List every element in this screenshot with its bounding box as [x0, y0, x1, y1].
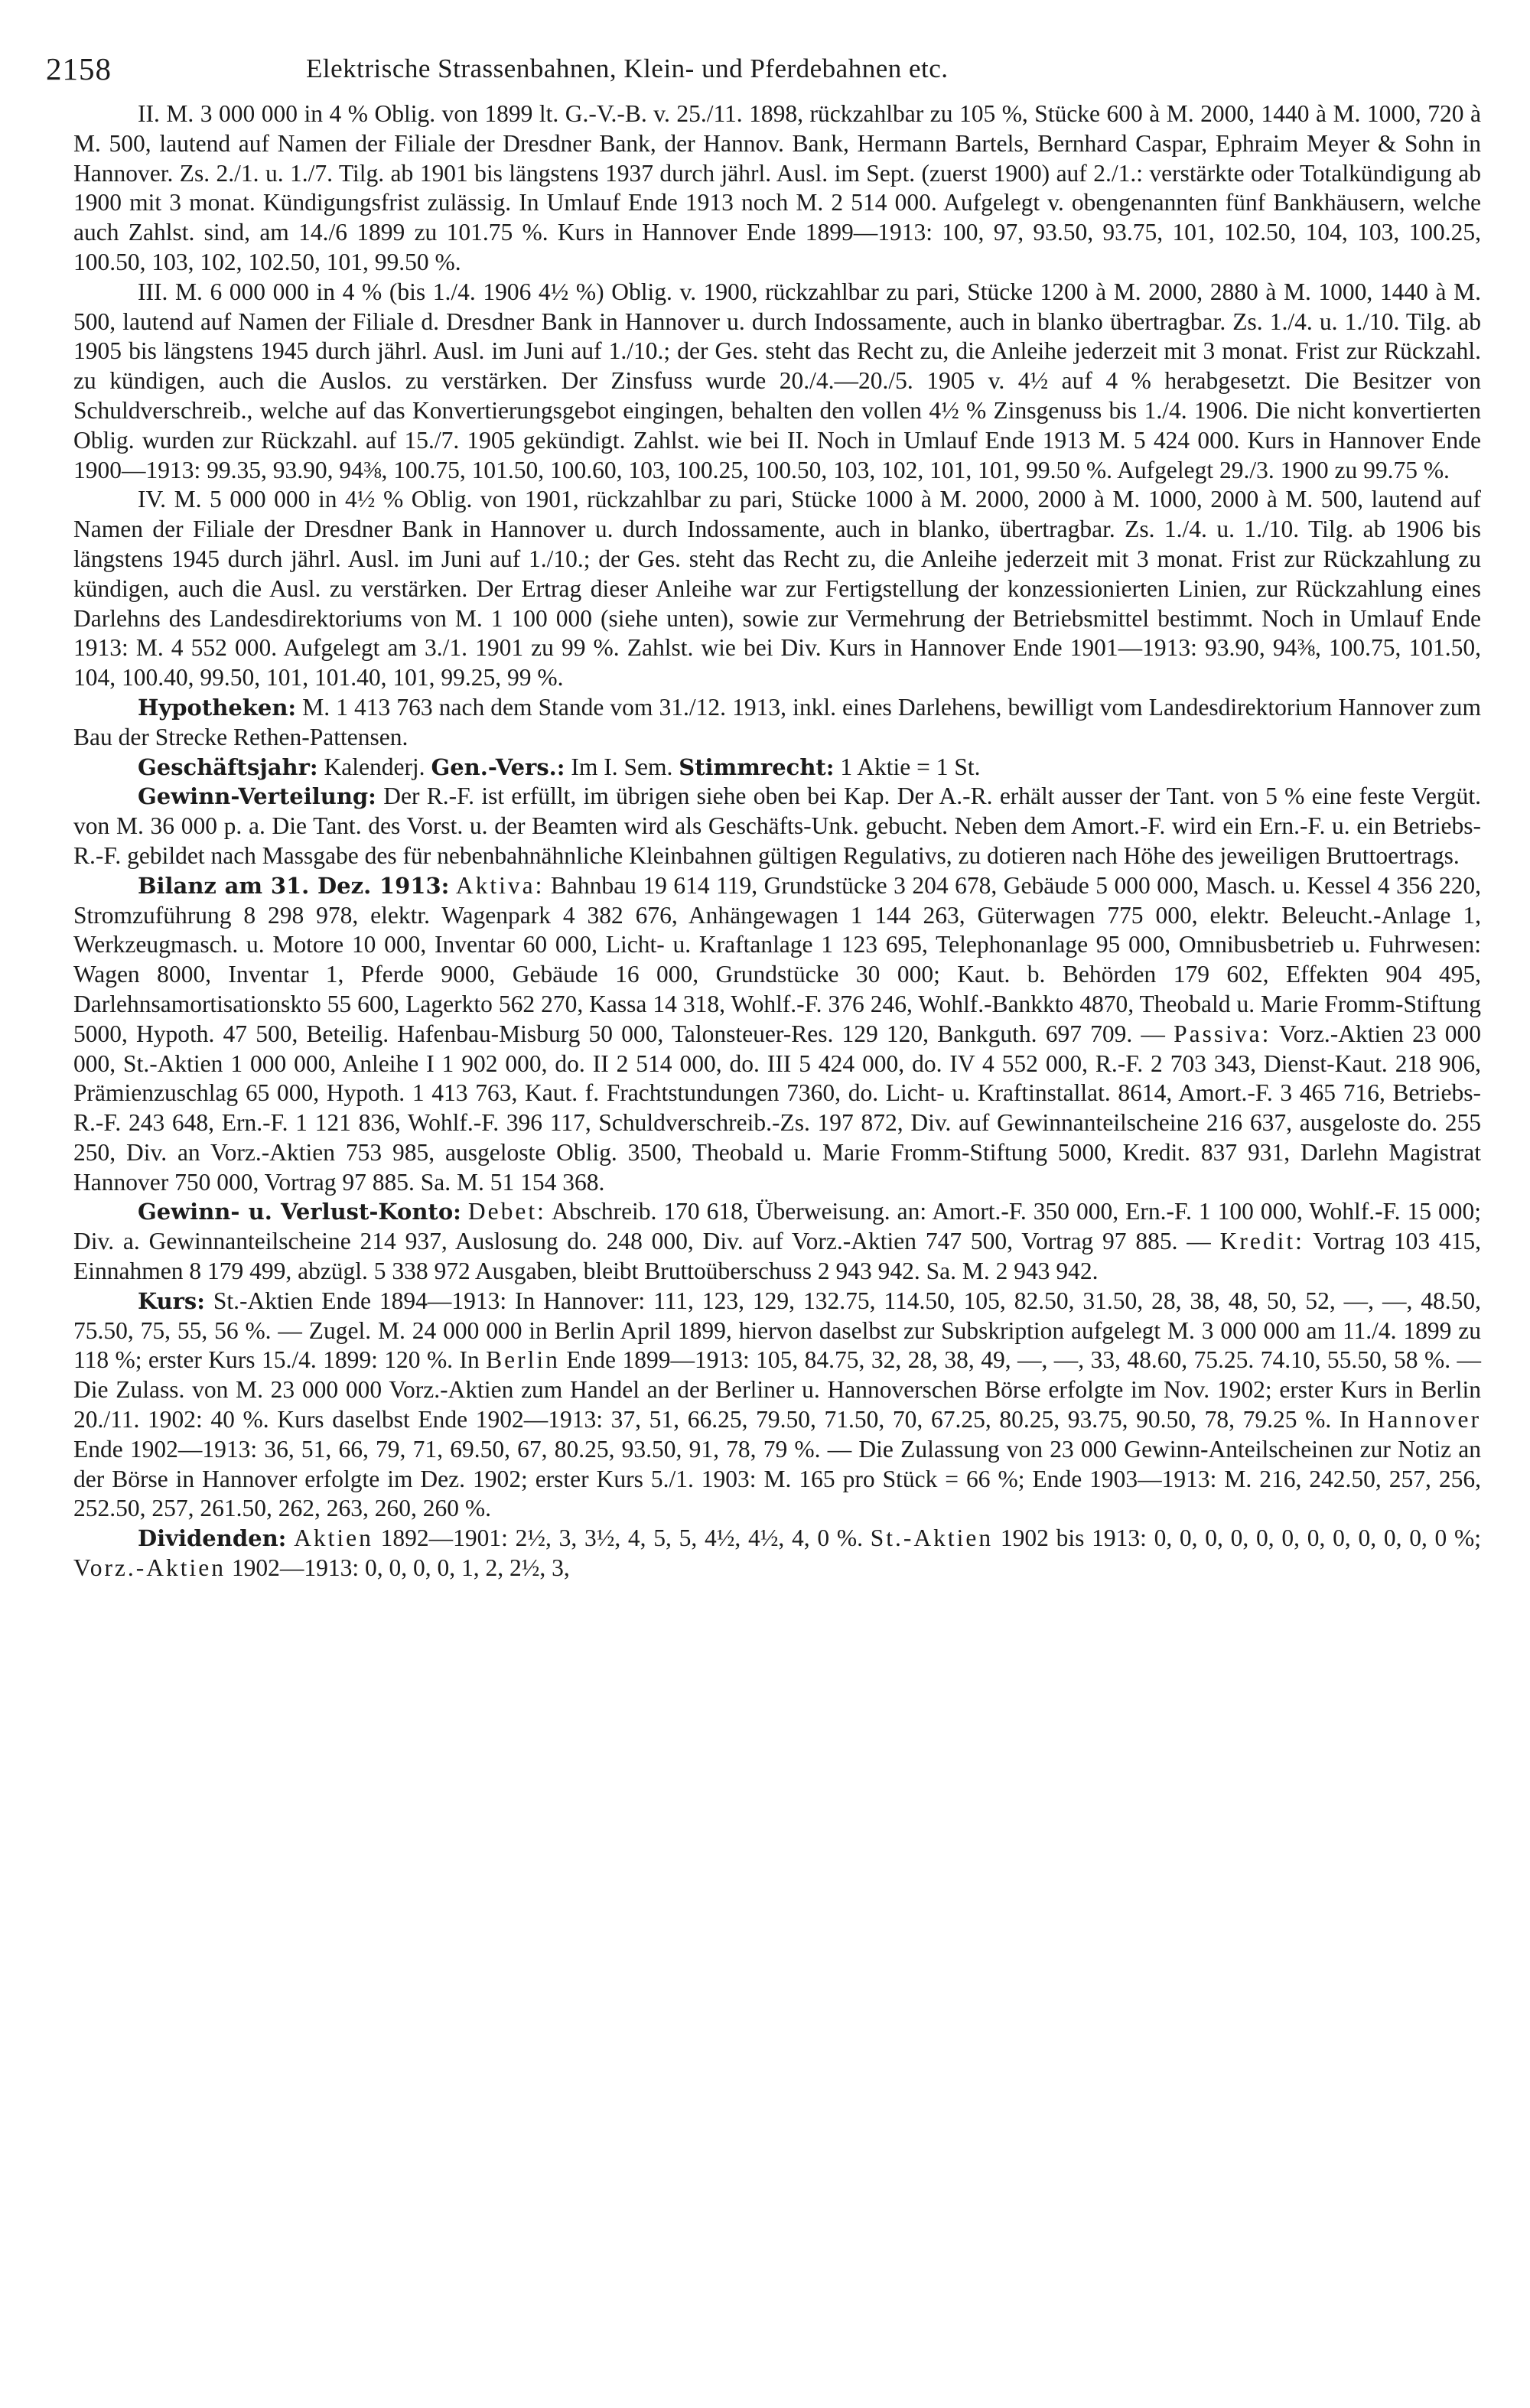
paragraph-kurs [73, 1287, 1481, 1524]
dividenden-vorz-aktien: Vorz.-Aktien [73, 1554, 226, 1582]
anleihe-ii-text: II. M. 3 000 000 in 4 % Oblig. von 1899 lt. G.-V.-B. v. 25./11. 1898, rückzahlbar zu 105 %, Stücke 600 à M. 2000, 1440 à M. 1000, 720 à M. 500, lautend auf Namen der Filiale der Dresdner Bank, der Hannov. Bank, Hermann Bartels, Bernhard Caspar, Ephraim Meyer & Sohn in Hannover. Zs. 2./1. u. 1./7. Tilg. ab 1901 bis längstens 1937 durch jährl. Ausl. im Sept. (zuerst 1900) auf 2./1.: verstärkte oder Totalkündigung ab 1900 mit 3 monat. Kündigungsfrist zulässig. In Umlauf Ende 1913 noch M. 2 514 000. Aufgelegt v. obengenannten fünf Bankhäusern, welche auch Zahlst. sind, am 14./6 1899 zu 101.75 %. Kurs in Hannover Ende 1899—1913: 100, 97, 93.50, 93.75, 101, 102.50, 104, 103, 100.25, 100.50, 103, 102, 102.50, 101, 99.50 %. [73, 100, 1481, 275]
paragraph-hypotheken [73, 693, 1481, 753]
paragraph-bilanz [73, 871, 1481, 1198]
page-header [46, 50, 1484, 89]
gv-konto-label: Gewinn- u. Verlust-Konto: [138, 1199, 461, 1225]
gewinnverteilung-label: Gewinn-Verteilung: [138, 783, 376, 810]
paragraph-anleihe-ii [73, 99, 1481, 278]
body-text [73, 99, 1481, 1583]
geschaeftsjahr-text: Kalenderj. [324, 753, 425, 780]
aktiva-label: Aktiva: [455, 871, 545, 899]
gewinnverteilung-text: Der R.-F. ist erfüllt, im übrigen siehe oben bei Kap. Der A.-R. erhält ausser der Tant. von 5 % eine feste Vergüt. von M. 36 000 p. a. Die Tant. des Vorst. u. der Beamten wird als Geschäfts-Unk. gebucht. Neben dem Amort.-F. wird ein Ern.-F. u. ein Betriebs-R.-F. gebildet nach Massgabe des für nebenbahnähnliche Kleinbahnen gültigen Regulativs, zu dotieren nach Höhe des jeweiligen Bruttoertrags. [73, 783, 1482, 869]
kurs-text-3: Ende 1902—1913: 36, 51, 66, 79, 71, 69.50, 67, 80.25, 93.50, 91, 78, 79 %. — Die Zulassung von 23 000 Gewinn-Anteilscheinen zur Notiz an der Börse in Hannover erfolgte im Dez. 1902; erster Kurs 5./1. 1903: M. 165 pro Stück = 66 %; Ende 1903—1913: M. 216, 242.50, 257, 256, 252.50, 257, 261.50, 262, 263, 260, 260 %. [73, 1435, 1481, 1522]
stimmrecht-label: Stimmrecht: [679, 753, 835, 780]
kurs-text-1: St.-Aktien Ende 1894—1913: In Hannover: 111, 123, 129, 132.75, 114.50, 105, 82.50, 31.50, 28, 38, 48, 50, 52, —, —, 48.50, 75.50, 75, 55, 56 %. — Zugel. M. 24 000 000 in Berlin April 1899, hiervon daselbst zur Subskription aufgelegt M. 3 000 000 am 11./4. 1899 zu 118 %; erster Kurs 15./4. 1899: 120 %. In [73, 1287, 1481, 1374]
running-title: Elektrische Strassenbahnen, Klein- und Pferdebahnen etc. [306, 54, 949, 83]
hypotheken-text: M. 1 413 763 nach dem Stande vom 31./12. 1913, inkl. eines Darlehens, bewilligt vom Landesdirektorium Hannover zum Bau der Strecke Rethen-Pattensen. [73, 693, 1481, 750]
genvers-label: Gen.-Vers.: [431, 753, 565, 780]
paragraph-anleihe-iii [73, 278, 1481, 486]
hypotheken-label: Hypotheken: [138, 694, 297, 721]
paragraph-geschaeftsjahr [73, 753, 1481, 783]
paragraph-anleihe-iv [73, 485, 1481, 693]
paragraph-gv-konto [73, 1197, 1481, 1286]
dividenden-text-3: 1902—1913: 0, 0, 0, 0, 1, 2, 2½, 3, [231, 1554, 570, 1582]
dividenden-st-aktien: St.-Aktien [870, 1525, 994, 1552]
paragraph-gewinnverteilung [73, 782, 1481, 870]
geschaeftsjahr-label: Geschäftsjahr: [138, 753, 318, 780]
dividenden-label: Dividenden: [138, 1525, 287, 1552]
stimmrecht-text: 1 Aktie = 1 St. [840, 753, 981, 780]
genvers-text: Im I. Sem. [571, 753, 673, 780]
paragraph-dividenden [73, 1524, 1481, 1583]
passiva-label: Passiva: [1174, 1020, 1271, 1047]
kredit-text: Vortrag 103 415, Einnahmen 8 179 499, abzügl. 5 338 972 Ausgaben, bleibt Bruttoüberschuss 2 943 942. Sa. M. 2 943 942. [73, 1228, 1482, 1285]
debet-text: Abschreib. 170 618, Überweisung. an: Amort.-F. 350 000, Ern.-F. 1 100 000, Wohlf.-F. 15 000; Div. a. Gewinnanteilscheine 214 937, Auslosung do. 248 000, Div. auf Vorz.-Aktien 747 500, Vortrag 97 885. — [73, 1198, 1482, 1255]
aktiva-text: Bahnbau 19 614 119, Grundstücke 3 204 678, Gebäude 5 000 000, Masch. u. Kessel 4 356 220, Stromzuführung 8 298 978, elektr. Wagenpark 4 382 676, Anhängewagen 1 144 263, Güterwagen 775 000, elektr. Beleucht.-Anlage 1, Werkzeugmasch. u. Motore 10 000, Inventar 60 000, Licht- u. Kraftanlage 1 123 695, Telephonanlage 95 000, Omnibusbetrieb u. Fuhrwesen: Wagen 8000, Inventar 1, Pferde 9000, Gebäude 16 000, Grundstücke 30 000; Kaut. b. Behörden 179 602, Effekten 904 495, Darlehnsamortisationskto 55 600, Lagerkto 562 270, Kassa 14 318, Wohlf.-F. 376 246, Wohlf.-Bankkto 4870, Theobald u. Marie Fromm-Stiftung 5000, Hypoth. 47 500, Beteilig. Hafenbau-Misburg 50 000, Talonsteuer-Res. 129 120, Bankguth. 697 709. — [73, 871, 1481, 1047]
debet-label: Debet: [467, 1198, 546, 1225]
kurs-hannover: Hannover [1367, 1406, 1481, 1433]
dividenden-aktien: Aktien [294, 1525, 373, 1552]
bilanz-label: Bilanz am 31. Dez. 1913: [138, 872, 450, 899]
anleihe-iii-text: III. M. 6 000 000 in 4 % (bis 1./4. 1906 4½ %) Oblig. v. 1900, rückzahlbar zu pari, Stücke 1200 à M. 2000, 2880 à M. 1000, 1440 à M. 500, lautend auf Namen der Filiale d. Dresdner Bank in Hannover u. durch Indossamente, auch in blanko übertragbar. Zs. 1./4. u. 1./10. Tilg. ab 1905 bis längstens 1945 durch jährl. Ausl. im Juni auf 1./10.; der Ges. steht das Recht zu, die Anleihe jederzeit mit 3 monat. Frist zur Rückzahl. zu kündigen, auch die Auslos. zu verstärken. Der Zinsfuss wurde 20./4.—20./5. 1905 v. 4½ auf 4 % herabgesetzt. Die Besitzer von Schuldverschreib., welche auf das Konvertierungsgebot eingingen, behalten den vollen 4½ % Zinsgenuss bis 1./4. 1906. Die nicht konvertierten Oblig. wurden zur Rückzahl. auf 15./7. 1905 gekündigt. Zahlst. wie bei II. Noch in Umlauf Ende 1913 M. 5 424 000. Kurs in Hannover Ende 1900—1913: 99.35, 93.90, 94⅜, 100.75, 101.50, 100.60, 103, 100.25, 100.50, 103, 102, 101, 101, 99.50 %. Aufgelegt 29./3. 1900 zu 99.75 %. [73, 278, 1481, 483]
passiva-text: Vorz.-Aktien 23 000 000, St.-Aktien 1 000 000, Anleihe I 1 902 000, do. II 2 514 000, do. III 5 424 000, do. IV 4 552 000, R.-F. 2 703 343, Dienst-Kaut. 218 906, Prämienzuschlag 65 000, Hypoth. 1 413 763, Kaut. f. Frachtstundungen 7360, do. Licht- u. Kraftinstallat. 8614, Amort.-F. 3 465 716, Betriebs-R.-F. 243 648, Ern.-F. 1 121 836, Wohlf.-F. 396 117, Schuldverschreib.-Zs. 197 872, Div. auf Gewinnanteilscheine 216 637, ausgeloste do. 255 250, Div. an Vorz.-Aktien 753 985, ausgeloste Oblig. 3500, Theobald u. Marie Fromm-Stiftung 5000, Kredit. 837 931, Darlehn Magistrat Hannover 750 000, Vortrag 97 885. Sa. M. 51 154 368. [73, 1020, 1481, 1196]
kurs-text-2: Ende 1899—1913: 105, 84.75, 32, 28, 38, 49, —, —, 33, 48.60, 75.25. 74.10, 55.50, 58 %. — Die Zulass. von M. 23 000 000 Vorz.-Aktien zum Handel an der Berliner u. Hannoverschen Börse erfolgte im Nov. 1902; erster Kurs in Berlin 20./11. 1902: 40 %. Kurs daselbst Ende 1902—1913: 37, 51, 66.25, 79.50, 71.50, 70, 67.25, 80.25, 93.75, 90.50, 78, 79.25 %. In [73, 1346, 1481, 1433]
anleihe-iv-text: IV. M. 5 000 000 in 4½ % Oblig. von 1901, rückzahlbar zu pari, Stücke 1000 à M. 2000, 2000 à M. 1000, 2000 à M. 500, lautend auf Namen der Filiale der Dresdner Bank in Hannover u. durch Indossamente, auch in blanko, übertragbar. Zs. 1./4. u. 1./10. Tilg. ab 1906 bis längstens 1945 durch jährl. Ausl. im Juni auf 1./10.; der Ges. steht das Recht zu, die Anleihe jederzeit mit 3 monat. Frist zur Rückzahlung zu kündigen, auch die Ausl. zu verstärken. Der Ertrag dieser Anleihe war zur Fertigstellung der konzessionierten Linien, zur Rückzahlung eines Darlehns des Landesdirektoriums von M. 1 100 000 (siehe unten), sowie zur Vermehrung der Betriebsmittel bestimmt. Noch in Umlauf Ende 1913: M. 4 552 000. Aufgelegt am 3./1. 1901 zu 99 %. Zahlst. wie bei Div. Kurs in Hannover Ende 1901—1913: 93.90, 94⅜, 100.75, 101.50, 104, 100.40, 99.50, 101, 101.40, 101, 99.25, 99 %. [73, 486, 1481, 691]
dividenden-text-2: 1902 bis 1913: 0, 0, 0, 0, 0, 0, 0, 0, 0, 0, 0, 0 %; [1000, 1525, 1482, 1552]
kredit-label: Kredit: [1219, 1228, 1304, 1255]
kurs-berlin: Berlin [486, 1346, 560, 1374]
page-number: 2158 [46, 51, 112, 86]
kurs-label: Kurs: [138, 1287, 205, 1314]
dividenden-text-1: 1892—1901: 2½, 3, 3½, 4, 5, 5, 4½, 4½, 4, 0 %. [380, 1525, 863, 1552]
